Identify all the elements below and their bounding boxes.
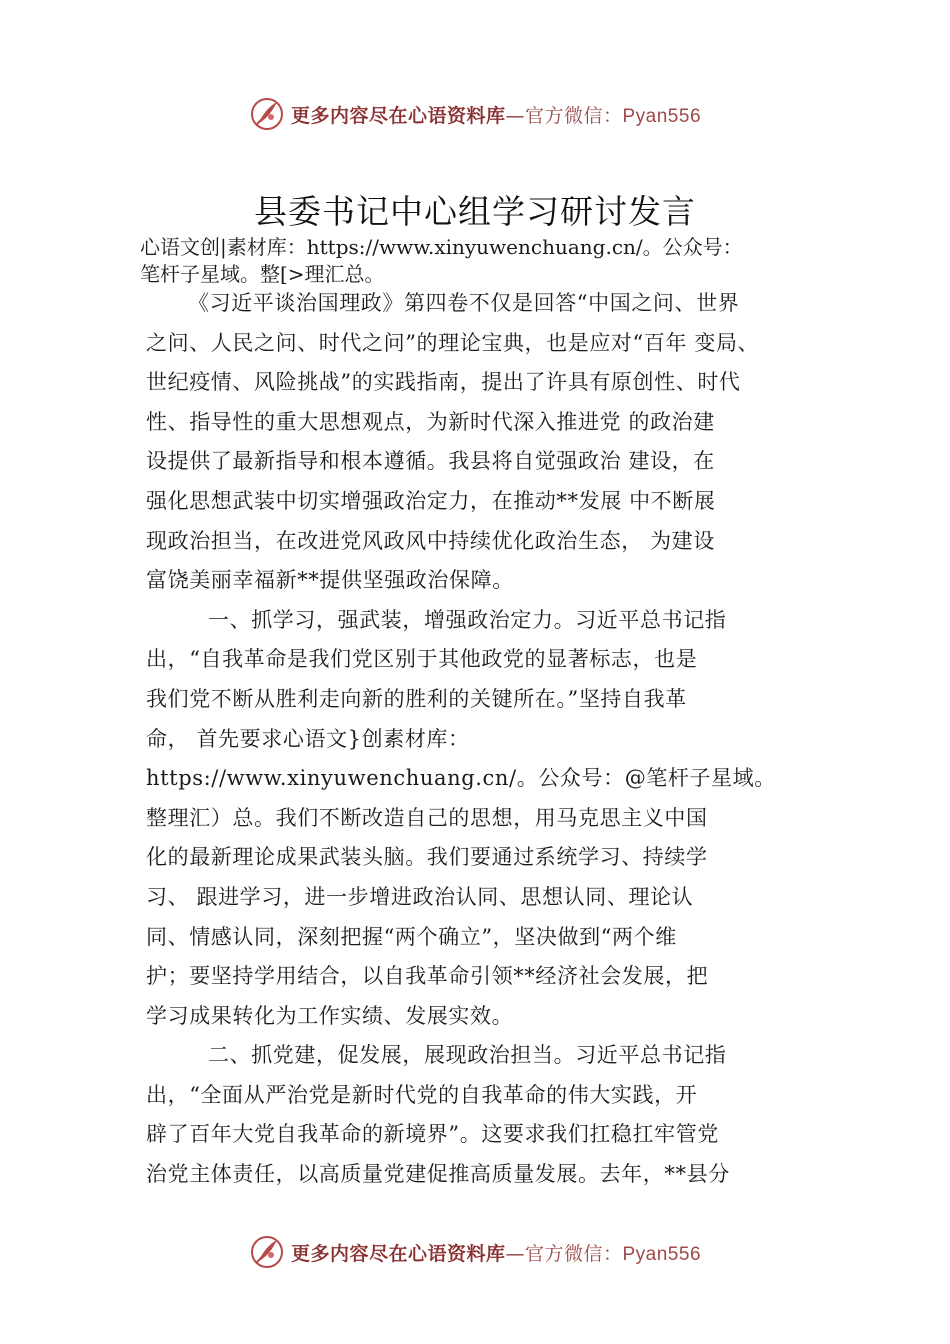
quill-pen-logo-icon [249,1234,285,1270]
banner-text [291,101,701,128]
body-line: 护；要坚持学用结合，以自我革命引领**经济社会发展，把 [146,964,709,989]
body-line: 我们党不断从胜利走向新的胜利的关键所在。”坚持自我革 [146,686,687,711]
source-line: 笔杆子星域。整[>理汇总。 [140,262,385,286]
body-line: 性、指导性的重大思想观点，为新时代深入推进党 的政治建 [146,409,715,434]
body-line: 学习成果转化为工作实绩、发展实效。 [146,1003,514,1028]
body-line: 出，“自我革命是我们党区别于其他政党的显著标志，也是 [146,647,698,672]
body-line: 二、抓党建，促发展，展现政治担当。习近平总书记指 [208,1043,727,1068]
quill-pen-logo-icon [249,96,285,132]
banner-wechat-id: Pyan556 [622,1243,702,1265]
body-line: 世纪疫情、风险挑战”的实践指南，提出了许具有原创性、时代 [146,370,741,395]
body-line: 习、 跟进学习，进一步增进政治认同、思想认同、理论认 [146,884,694,909]
body-line: 强化思想武装中切实增强政治定力，在推动**发展 中不断展 [146,488,716,513]
body-line: 治党主体责任，以高质量党建促推高质量发展。去年，**县分 [146,1162,730,1187]
banner-wechat-label: 官方微信： [524,104,623,127]
source-line: 心语文创|素材库：https://www.xinyuwenchuang.cn/。公众号： [140,235,743,259]
body-line: 之问、人民之问、时代之问”的理论宝典，也是应对“百年 变局、 [146,330,760,355]
footer-banner [0,1232,950,1272]
document-title: 县委书记中心组学习研讨发言 [254,192,696,231]
source-note [140,234,900,288]
body-line: 辟了百年大党自我革命的新境界”。这要求我们扛稳扛牢管党 [146,1122,719,1147]
banner-text [291,1239,701,1266]
body-line: 同、情感认同，深刻把握“两个确立”，坚决做到“两个维 [146,924,677,949]
body-line: 富饶美丽幸福新**提供坚强政治保障。 [146,568,514,593]
body-line: 现政治担当，在改进党风政风中持续优化政治生态， 为建设 [146,528,715,553]
banner-dash: — [505,104,525,127]
body-line: 《习近平谈治国理政》第四卷不仅是回答“中国之问、世界 [188,291,740,315]
banner-main-text: 更多内容尽在心语资料库 [290,1242,506,1265]
body-line: 设提供了最新指导和根本遵循。我县将自觉强政治 建设，在 [146,449,715,474]
body-line: 化的最新理论成果武装头脑。我们要通过系统学习、持续学 [146,845,708,870]
body-line: 出，“全面从严治党是新时代党的自我革命的伟大实践，开 [146,1082,698,1107]
banner-main-text: 更多内容尽在心语资料库 [290,104,506,127]
banner-wechat-id: Pyan556 [622,105,702,127]
banner-wechat-label: 官方微信： [524,1242,623,1265]
body-line: https://www.xinyuwenchuang.cn/。公众号：@笔杆子星域。 [146,766,776,791]
body-line: 一、抓学习，强武装，增强政治定力。习近平总书记指 [208,607,727,632]
document-body [146,284,866,1195]
body-line: 命， 首先要求心语文}创素材库： [146,726,470,751]
banner-dash: — [505,1242,525,1265]
header-banner [0,94,950,134]
body-line: 整理汇）总。我们不断改造自己的思想，用马克思主义中国 [146,805,708,830]
